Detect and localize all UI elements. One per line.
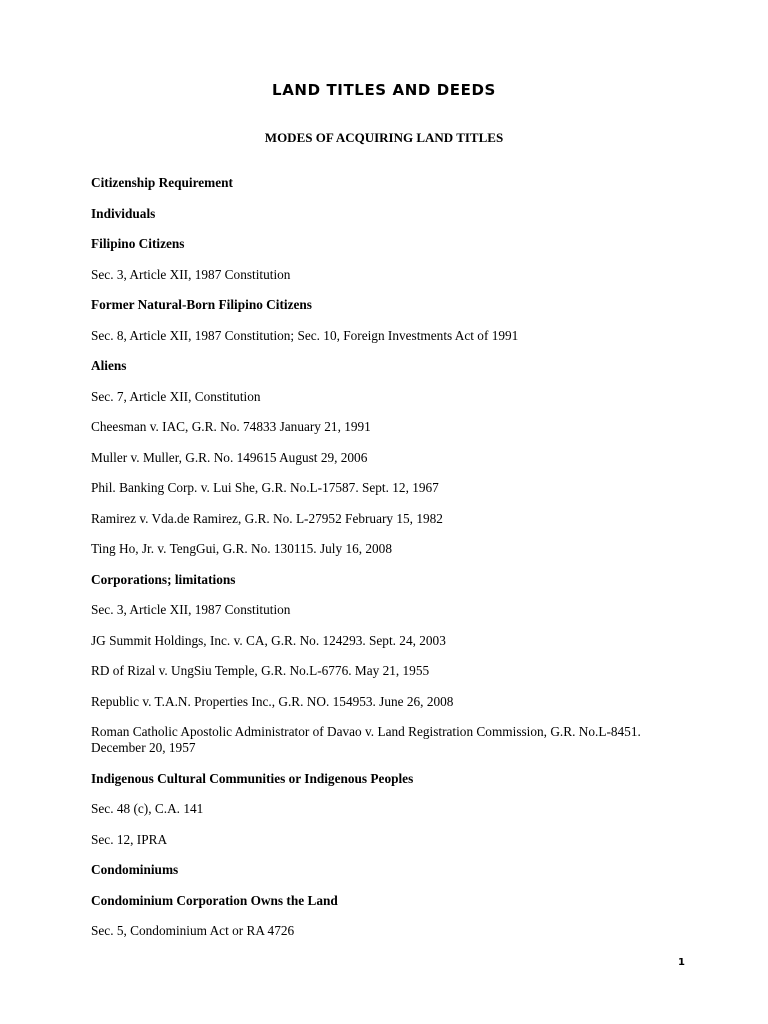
section-heading: Filipino Citizens (91, 236, 185, 251)
section-heading: Indigenous Cultural Communities or Indigenous Peoples (91, 770, 414, 786)
citation-line: Sec. 8, Article XII, 1987 Constitution; Sec. 10, Foreign Investments Act of 1991 (91, 327, 519, 343)
citation-line: JG Summit Holdings, Inc. v. CA, G.R. No. 124293. Sept. 24, 2003 (91, 632, 446, 648)
citation-line: Phil. Banking Corp. v. Lui She, G.R. No.L-17587. Sept. 12, 1967 (91, 480, 439, 495)
citation-line: Muller v. Muller, G.R. No. 149615 August 29, 2006 (91, 449, 368, 465)
citation-line: Sec. 3, Article XII, 1987 Constitution (91, 602, 291, 617)
citation-line: RD of Rizal v. UngSiu Temple, G.R. No.L-6776. May 21, 1955 (91, 663, 430, 678)
page-number: 1 (678, 957, 685, 968)
citation-line: Roman Catholic Apostolic Administrator of Davao v. Land Registration Commission, G.R. No.L-8451. December 20, 1957 (91, 724, 641, 755)
document-title: LAND TITLES AND DEEDS (272, 81, 496, 99)
section-heading: Aliens (91, 358, 127, 373)
citation-line: Sec. 7, Article XII, Constitution (91, 388, 261, 404)
section-heading: Condominiums (91, 862, 179, 877)
citation-line: Sec. 5, Condominium Act or RA 4726 (91, 923, 295, 938)
section-heading: Former Natural-Born Filipino Citizens (91, 297, 312, 312)
citation-line: Ting Ho, Jr. v. TengGui, G.R. No. 130115. July 16, 2008 (91, 541, 392, 556)
section-heading: Citizenship Requirement (91, 175, 233, 190)
citation-line: Ramirez v. Vda.de Ramirez, G.R. No. L-27952 February 15, 1982 (91, 510, 443, 526)
section-heading: Condominium Corporation Owns the Land (91, 892, 338, 908)
citation-line: Sec. 12, IPRA (91, 831, 168, 847)
document-subtitle: MODES OF ACQUIRING LAND TITLES (264, 130, 504, 145)
section-heading: Corporations; limitations (91, 571, 236, 587)
section-heading: Individuals (91, 205, 156, 221)
document-body (91, 175, 671, 954)
citation-line: Republic v. T.A.N. Properties Inc., G.R. NO. 154953. June 26, 2008 (91, 693, 454, 709)
citation-line: Cheesman v. IAC, G.R. No. 74833 January 21, 1991 (91, 419, 371, 434)
citation-line: Sec. 48 (c), C.A. 141 (91, 801, 204, 816)
citation-line: Sec. 3, Article XII, 1987 Constitution (91, 266, 291, 282)
